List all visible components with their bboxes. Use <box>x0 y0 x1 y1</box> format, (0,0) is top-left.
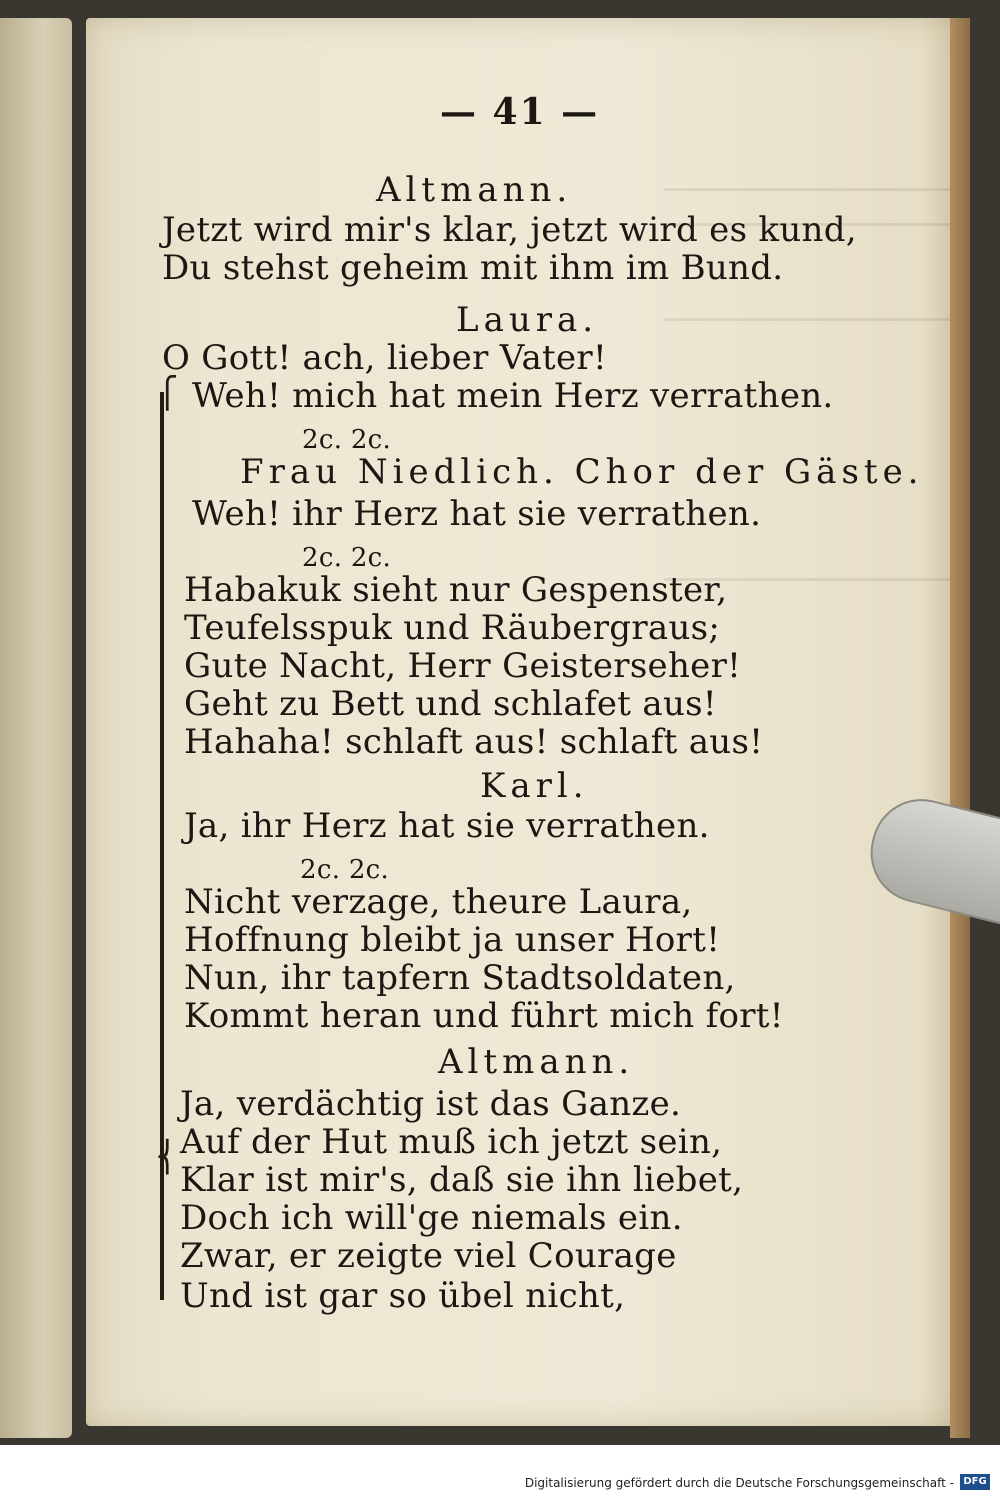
verse-line: Nun, ihr tapfern Stadtsoldaten, <box>184 958 736 998</box>
verse-line: Doch ich will'ge niemals ein. <box>180 1198 683 1238</box>
verse-line: Jetzt wird mir's klar, jetzt wird es kund, <box>162 210 857 250</box>
verse-line: Habakuk sieht nur Gespenster, <box>184 570 728 610</box>
speaker-altmann: Altmann. <box>438 1042 635 1082</box>
speaker-altmann: Altmann. <box>376 170 573 210</box>
verse-line: Hoffnung bleibt ja unser Hort! <box>184 920 721 960</box>
verse-line: Hahaha! schlaft aus! schlaft aus! <box>184 722 764 762</box>
verse-line: Nicht verzage, theure Laura, <box>184 882 693 922</box>
facing-page-edge <box>0 18 72 1438</box>
verse-line: Klar ist mir's, daß sie ihn liebet, <box>180 1160 744 1200</box>
page-edge <box>950 18 970 1438</box>
verse-line: Geht zu Bett und schlafet aus! <box>184 684 717 724</box>
verse-line: Weh! mich hat mein Herz verrathen. <box>192 376 834 416</box>
footer-funding-note: Digitalisierung gefördert durch die Deutsche Forschungsgemeinschaft - <box>524 1476 954 1490</box>
verse-line: Teufelsspuk und Räubergraus; <box>184 608 721 648</box>
dfg-logo-icon: DFG <box>960 1474 990 1490</box>
verse-line: Zwar, er zeigte viel Courage <box>180 1236 677 1276</box>
brace-middle-mark: ⎨ <box>156 1140 179 1175</box>
verse-line: O Gott! ach, lieber Vater! <box>162 338 607 378</box>
verse-line: Gute Nacht, Herr Geisterseher! <box>184 646 742 686</box>
speaker-frau-niedlich-chor: Frau Niedlich. Chor der Gäste. <box>240 452 924 492</box>
verse-line: Du stehst geheim mit ihm im Bund. <box>162 248 784 288</box>
etc-mark: 2c. 2c. <box>302 543 392 573</box>
speaker-laura: Laura. <box>456 300 599 340</box>
verse-line: Ja, ihr Herz hat sie verrathen. <box>184 806 710 846</box>
show-through-text <box>664 318 964 321</box>
brace-top-mark: ⎧ <box>156 376 179 411</box>
etc-mark: 2c. 2c. <box>302 425 392 455</box>
verse-line: Kommt heran und führt mich fort! <box>184 996 784 1036</box>
etc-mark: 2c. 2c. <box>300 855 390 885</box>
verse-line: Und ist gar so übel nicht, <box>180 1276 626 1316</box>
page-number: — 41 — <box>440 91 600 133</box>
verse-line: Auf der Hut muß ich jetzt sein, <box>180 1122 723 1162</box>
speaker-karl: Karl. <box>480 766 589 806</box>
verse-line: Ja, verdächtig ist das Ganze. <box>180 1084 682 1124</box>
show-through-text <box>664 188 964 191</box>
verse-line: Weh! ihr Herz hat sie verrathen. <box>192 494 762 534</box>
